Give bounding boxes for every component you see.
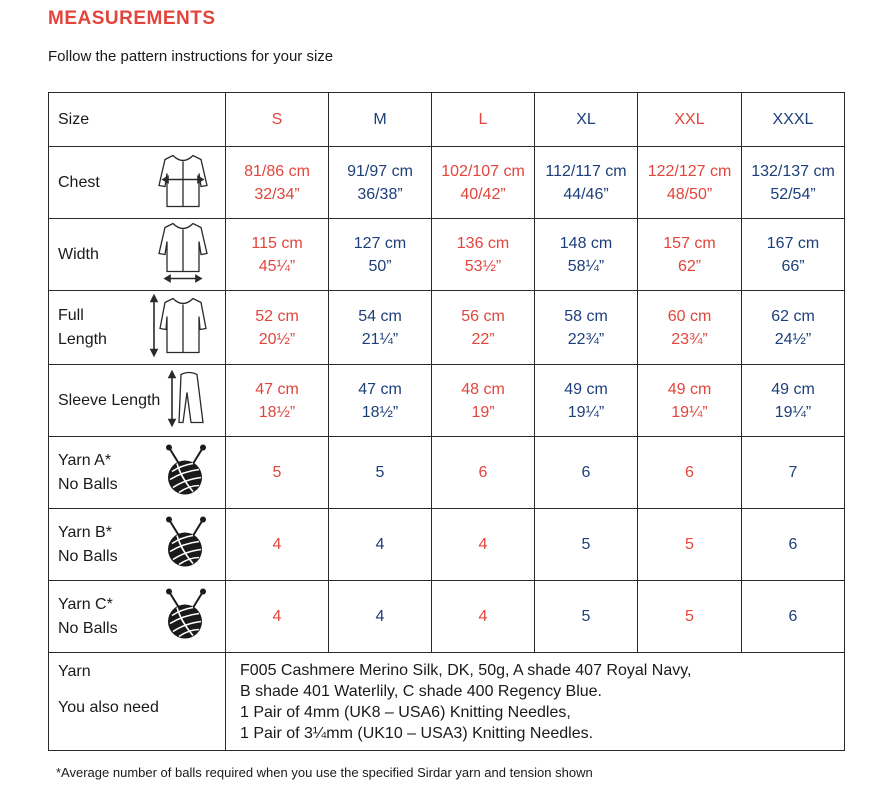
measurement-row (49, 365, 845, 437)
value-primary: 49 cm (771, 380, 815, 398)
size-m: M (329, 93, 432, 147)
value-primary: 6 (478, 464, 488, 481)
value-secondary: 44/46” (563, 185, 609, 203)
you-also-need-label: You also need (58, 699, 159, 716)
value-secondary: 32/34” (254, 185, 300, 203)
value-primary: 102/107 cm (441, 162, 525, 180)
row-label: Yarn C* No Balls (58, 595, 118, 637)
yarn-line: B shade 401 Waterlily, C shade 400 Regency Blue. (240, 682, 602, 700)
value-primary: 4 (272, 536, 282, 553)
value-cell-xl (535, 219, 638, 291)
value-cell-m (329, 437, 432, 509)
value-primary: 5 (581, 608, 591, 625)
value-cell-l (432, 147, 535, 219)
row-label-cell (49, 509, 226, 581)
value-primary: 54 cm (358, 307, 402, 325)
measurement-row (49, 219, 845, 291)
value-secondary: 22¾” (567, 330, 605, 348)
value-primary: 60 cm (667, 307, 712, 325)
row-label-cell (49, 219, 226, 291)
value-primary: 48 cm (461, 380, 505, 398)
value-cell-l (432, 291, 535, 365)
value-cell-xl (535, 365, 638, 437)
value-cell-xxl (638, 147, 742, 219)
value-primary: 6 (685, 464, 694, 481)
value-primary: 5 (272, 464, 282, 481)
size-header-label: Size (49, 93, 226, 147)
value-secondary: 22” (471, 330, 495, 348)
value-cell-m (329, 365, 432, 437)
value-cell-m (329, 147, 432, 219)
value-secondary: 62” (677, 257, 702, 275)
value-cell-xxl (638, 365, 742, 437)
page-title: MEASUREMENTS (48, 8, 216, 29)
cardigan-length-icon (149, 292, 209, 363)
value-primary: 4 (272, 608, 282, 625)
row-label-cell (49, 291, 226, 365)
value-cell-l (432, 219, 535, 291)
measurement-row (49, 147, 845, 219)
measurement-row (49, 291, 845, 365)
value-cell-s (226, 291, 329, 365)
value-cell-s (226, 581, 329, 653)
value-secondary: 45¼” (258, 257, 296, 275)
value-cell-xxxl (742, 509, 845, 581)
value-secondary: 19¼” (567, 403, 605, 421)
value-cell-xl (535, 581, 638, 653)
value-secondary: 58¼” (567, 257, 605, 275)
value-cell-l (432, 509, 535, 581)
row-label-cell (49, 581, 226, 653)
value-primary: 49 cm (667, 380, 712, 398)
value-primary: 81/86 cm (244, 162, 310, 180)
value-cell-m (329, 219, 432, 291)
yarn-info-labels (49, 653, 226, 751)
value-primary: 115 cm (251, 234, 303, 252)
size-xxxl: XXXL (742, 93, 845, 147)
row-label: Full Length (58, 306, 107, 348)
value-cell-xxxl (742, 219, 845, 291)
size-l: L (432, 93, 535, 147)
needle-line: 1 Pair of 3¼mm (UK10 – USA3) Knitting Needles. (240, 724, 594, 742)
value-secondary: 36/38” (357, 185, 403, 203)
value-secondary: 18½” (361, 403, 399, 421)
value-cell-s (226, 509, 329, 581)
row-label: Sleeve Length (58, 391, 161, 409)
value-secondary: 50” (368, 257, 392, 275)
value-secondary: 52/54” (770, 185, 816, 203)
value-primary: 49 cm (564, 380, 608, 398)
row-label: Chest (58, 173, 100, 191)
size-xl: XL (535, 93, 638, 147)
value-cell-xl (535, 509, 638, 581)
value-secondary: 21¼” (361, 330, 399, 348)
value-secondary: 19¼” (671, 403, 708, 421)
value-cell-xxxl (742, 581, 845, 653)
value-secondary: 53½” (464, 257, 502, 275)
value-cell-m (329, 581, 432, 653)
needle-line: 1 Pair of 4mm (UK8 – USA6) Knitting Needles, (240, 703, 571, 721)
row-label: Yarn B* No Balls (58, 523, 118, 565)
size-s: S (226, 93, 329, 147)
value-primary: 5 (581, 536, 591, 553)
value-cell-xxxl (742, 437, 845, 509)
value-secondary: 20½” (258, 330, 296, 348)
value-cell-l (432, 581, 535, 653)
value-cell-xxl (638, 219, 742, 291)
yarn-ball-icon (159, 587, 213, 646)
value-primary: 132/137 cm (751, 162, 835, 180)
measurement-row (49, 509, 845, 581)
measurement-row (49, 581, 845, 653)
value-cell-m (329, 291, 432, 365)
value-secondary: 18½” (258, 403, 296, 421)
value-secondary: 24½” (774, 330, 812, 348)
row-label-cell (49, 365, 226, 437)
yarn-info-row (49, 653, 845, 751)
value-primary: 5 (685, 608, 694, 625)
value-cell-xl (535, 147, 638, 219)
value-primary: 56 cm (461, 307, 505, 325)
value-cell-xxxl (742, 365, 845, 437)
value-primary: 91/97 cm (347, 162, 413, 180)
value-cell-m (329, 509, 432, 581)
value-secondary: 23¾” (671, 330, 708, 348)
cardigan-chest-icon (157, 151, 209, 214)
value-primary: 136 cm (456, 234, 510, 252)
size-xxl: XXL (638, 93, 742, 147)
yarn-ball-icon (159, 443, 213, 502)
value-secondary: 48/50” (666, 185, 713, 203)
value-primary: 58 cm (564, 307, 608, 325)
value-cell-l (432, 437, 535, 509)
measurements-table (48, 92, 845, 751)
page-subtitle: Follow the pattern instructions for your size (48, 48, 334, 65)
value-secondary: 66” (781, 257, 805, 275)
value-cell-s (226, 437, 329, 509)
yarn-ball-icon (159, 515, 213, 574)
value-primary: 62 cm (771, 307, 815, 325)
value-cell-s (226, 219, 329, 291)
value-cell-xl (535, 291, 638, 365)
value-primary: 4 (375, 608, 385, 625)
value-cell-l (432, 365, 535, 437)
value-primary: 6 (581, 464, 591, 481)
row-label: Width (58, 245, 99, 263)
value-cell-xxxl (742, 147, 845, 219)
cardigan-width-icon (157, 221, 209, 288)
value-primary: 4 (478, 608, 488, 625)
value-cell-s (226, 365, 329, 437)
value-primary: 4 (375, 536, 385, 553)
value-cell-xxl (638, 509, 742, 581)
row-label-cell (49, 147, 226, 219)
row-label-cell (49, 437, 226, 509)
value-primary: 47 cm (358, 380, 402, 398)
size-header-row (49, 93, 845, 147)
value-cell-xxxl (742, 291, 845, 365)
value-cell-s (226, 147, 329, 219)
value-primary: 122/127 cm (647, 162, 732, 180)
value-primary: 127 cm (353, 234, 407, 252)
value-cell-xl (535, 437, 638, 509)
value-primary: 6 (788, 608, 798, 625)
value-cell-xxl (638, 291, 742, 365)
yarn-details (226, 653, 845, 751)
yarn-label: Yarn (58, 663, 91, 680)
row-label: Yarn A* No Balls (58, 451, 118, 493)
value-primary: 4 (478, 536, 488, 553)
value-primary: 6 (788, 536, 798, 553)
value-primary: 148 cm (559, 234, 613, 252)
value-primary: 47 cm (255, 380, 299, 398)
value-primary: 52 cm (255, 307, 299, 325)
value-primary: 7 (788, 464, 798, 481)
value-cell-xxl (638, 437, 742, 509)
value-secondary: 19” (471, 403, 495, 421)
value-primary: 5 (375, 464, 385, 481)
value-secondary: 40/42” (460, 185, 506, 203)
value-primary: 167 cm (766, 234, 820, 252)
yarn-line: F005 Cashmere Merino Silk, DK, 50g, A shade 407 Royal Navy, (240, 661, 692, 679)
sleeve-length-icon (167, 368, 207, 433)
footnote: *Average number of balls required when you use the specified Sirdar yarn and tension shown (56, 765, 593, 780)
measurement-row (49, 437, 845, 509)
value-primary: 5 (685, 536, 694, 553)
value-primary: 157 cm (663, 234, 716, 252)
value-cell-xxl (638, 581, 742, 653)
value-primary: 112/117 cm (545, 162, 627, 180)
value-secondary: 19¼” (774, 403, 812, 421)
